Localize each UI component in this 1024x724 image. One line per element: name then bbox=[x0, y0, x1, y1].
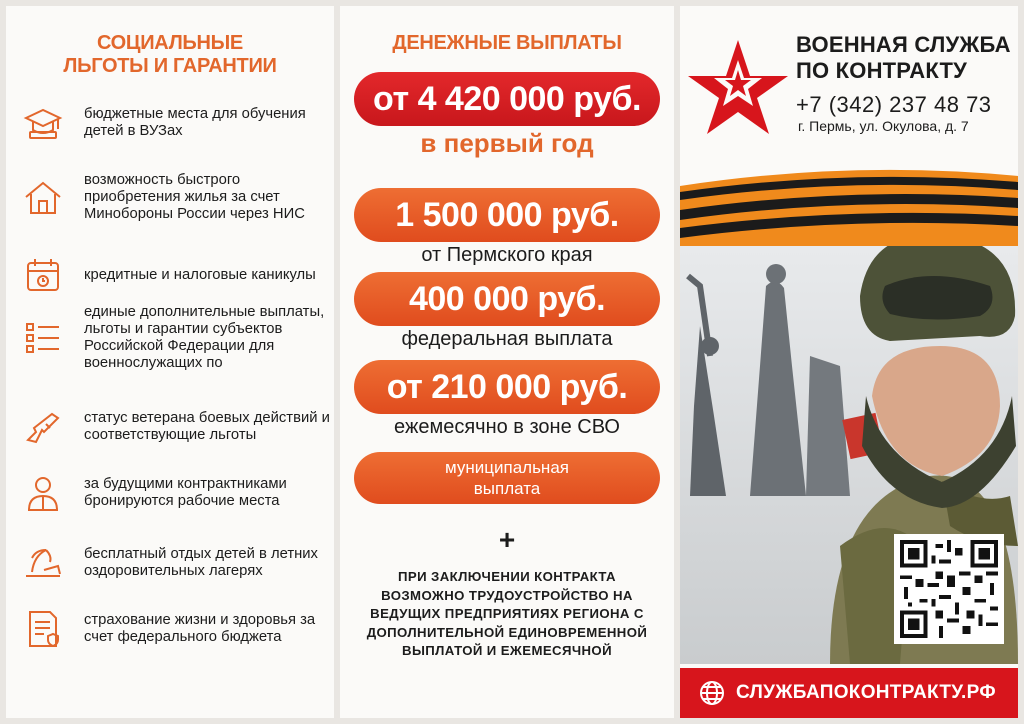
benefit-item bbox=[22, 608, 334, 650]
red-star-logo bbox=[684, 38, 792, 134]
calendar-icon bbox=[22, 254, 64, 296]
website-bar bbox=[680, 668, 1018, 718]
benefit-item bbox=[22, 472, 334, 514]
municipal-payment: муниципальная выплата bbox=[354, 452, 660, 504]
social-benefits-panel bbox=[6, 6, 334, 718]
cover-panel bbox=[680, 6, 1018, 718]
address: г. Пермь, ул. Окулова, д. 7 bbox=[798, 118, 969, 134]
amount-monthly: от 210 000 руб. bbox=[354, 360, 660, 414]
vacation-icon bbox=[22, 542, 64, 584]
benefit-item bbox=[22, 254, 334, 296]
benefit-text: статус ветерана боевых действий и соответствующие льготы bbox=[84, 410, 330, 443]
benefit-item bbox=[22, 406, 334, 448]
benefit-text: бесплатный отдых детей в летних оздоровительных лагерях bbox=[84, 546, 318, 579]
benefit-text: кредитные и налоговые каникулы bbox=[84, 266, 316, 283]
amount-federal: 400 000 руб. bbox=[354, 272, 660, 326]
amount-regional-caption: от Пермского края bbox=[421, 244, 593, 266]
benefit-text: возможность быстрого приобретения жилья за счет Минобороны России через НИС bbox=[84, 172, 305, 222]
benefit-item bbox=[22, 304, 334, 372]
benefit-text: за будущими контрактниками бронируются рабочие места bbox=[84, 476, 287, 509]
insurance-document-icon bbox=[22, 608, 64, 650]
person-icon bbox=[22, 472, 64, 514]
benefit-text: единые дополнительные выплаты, льготы и гарантии субъектов Российской Федерации для военнослужащих по bbox=[84, 304, 325, 371]
payments-title: ДЕНЕЖНЫЕ ВЫПЛАТЫ bbox=[392, 32, 622, 54]
benefit-item bbox=[22, 102, 334, 144]
checklist-icon bbox=[22, 317, 64, 359]
st-george-ribbon bbox=[680, 166, 1018, 246]
benefits-title: СОЦИАЛЬНЫЕ ЛЬГОТЫ И ГАРАНТИИ bbox=[63, 32, 277, 77]
amount-federal-caption: федеральная выплата bbox=[401, 328, 613, 350]
benefit-item bbox=[22, 172, 334, 223]
globe-icon bbox=[698, 679, 726, 707]
house-icon bbox=[22, 177, 64, 219]
graduation-cap-icon bbox=[22, 102, 64, 144]
amount-first-year: от 4 420 000 руб. bbox=[354, 72, 660, 126]
phone-number[interactable]: +7 (342) 237 48 73 bbox=[796, 92, 992, 117]
amount-monthly-caption: ежемесячно в зоне СВО bbox=[394, 416, 620, 438]
amount-first-year-caption: в первый год bbox=[420, 128, 594, 158]
rifle-icon bbox=[22, 406, 64, 448]
benefit-text: бюджетные места для обучения детей в ВУЗах bbox=[84, 106, 306, 139]
plus-sign: + bbox=[498, 524, 516, 555]
benefit-item bbox=[22, 542, 334, 584]
benefit-text: страхование жизни и здоровья за счет федерального бюджета bbox=[84, 612, 316, 645]
employment-note: ПРИ ЗАКЛЮЧЕНИИ КОНТРАКТА ВОЗМОЖНО ТРУДОУСТРОЙСТВО НА ВЕДУЩИХ ПРЕДПРИЯТИЯХ РЕГИОНА С ДОПОЛНИТЕЛЬНОЙ ЕДИНОВРЕМЕННОЙ ВЫПЛАТОЙ И ЕЖЕМЕСЯЧНОЙ bbox=[366, 569, 648, 658]
amount-regional: 1 500 000 руб. bbox=[354, 188, 660, 242]
payments-panel bbox=[340, 6, 674, 718]
website-link[interactable]: СЛУЖБАПОКОНТРАКТУ.РФ bbox=[736, 682, 996, 703]
qr-code[interactable] bbox=[894, 534, 1004, 644]
service-title: ВОЕННАЯ СЛУЖБА ПО КОНТРАКТУ bbox=[796, 32, 1011, 83]
